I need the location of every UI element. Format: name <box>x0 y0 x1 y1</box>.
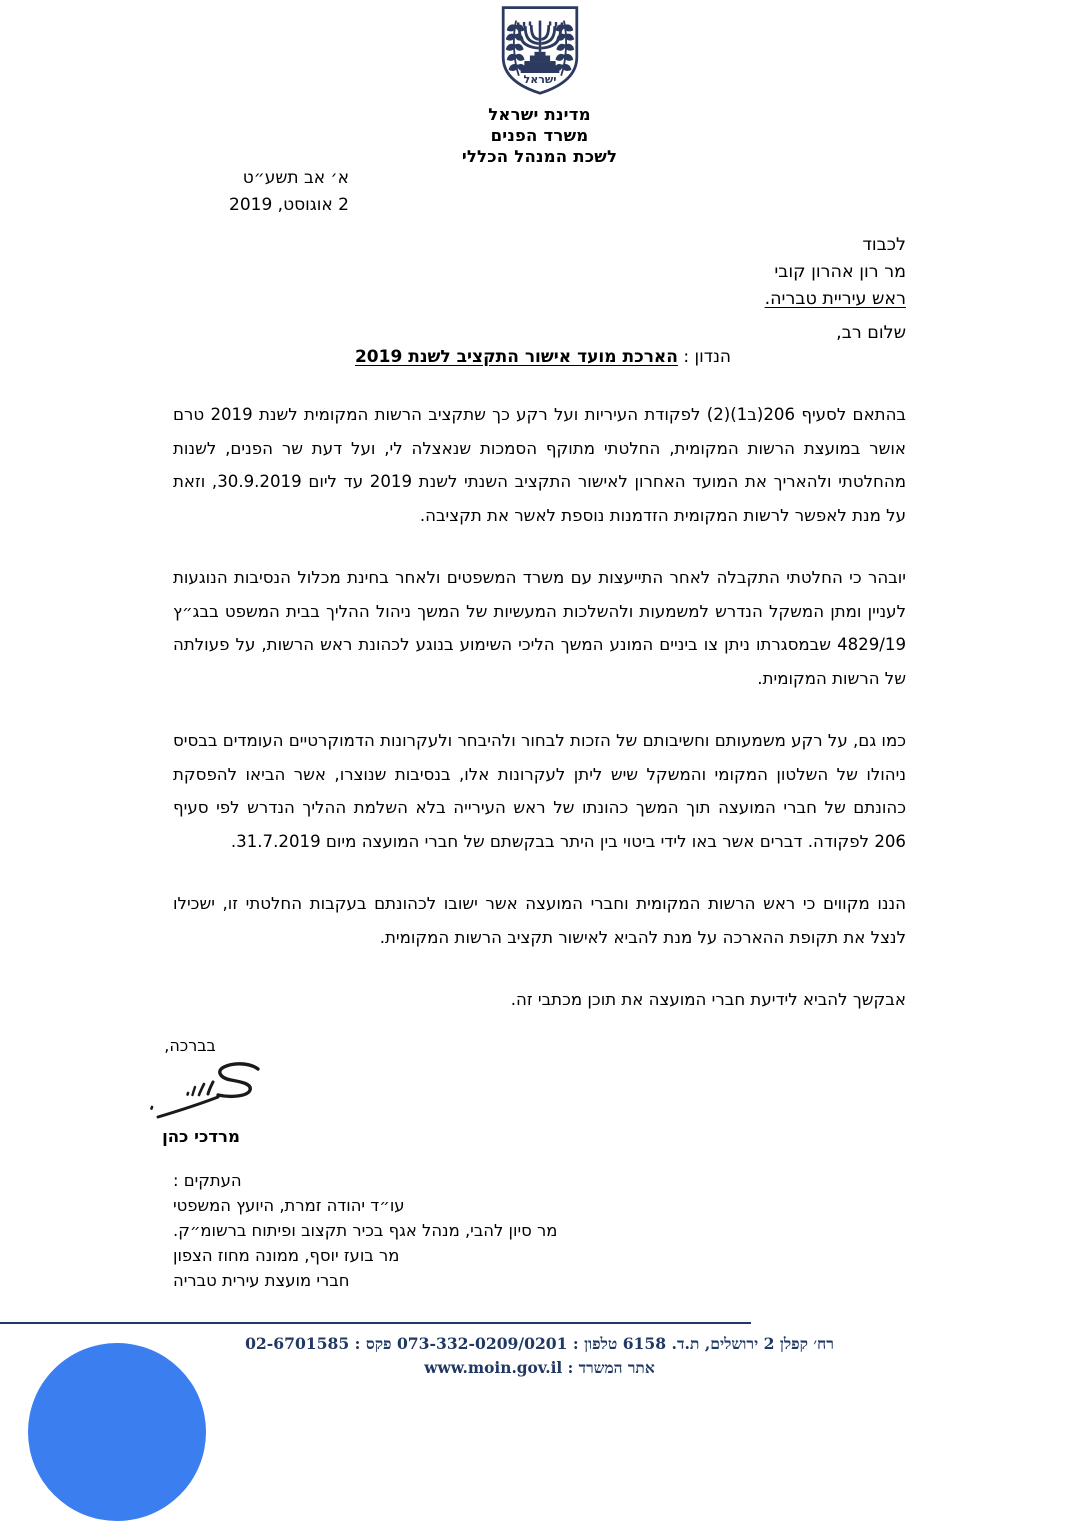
date-gregorian: 2 אוגוסט, 2019 <box>229 195 349 215</box>
addressee-name: מר רון אהרון קובי <box>774 262 906 282</box>
emblem-motto: ישראל <box>523 73 556 87</box>
signature-image-wrap <box>0 1053 420 1127</box>
body-paragraph: יובהר כי החלטתי התקבלה לאחר התייעצות עם משרד המשפטים ולאחר בחינת מכלול הנסיבות הנוגעות לעניין ומתן המשקל הנדרש למשמעות ולהשלכות המעשיות של המשך ניהול ההליך בבית המשפט בבג״ץ 4829/19 שבמסגרתו ניתן צו ביניים המונע המשך הליכי השימוע בנוגע לכהונת ראש הרשות, על פעולתה של הרשות המקומית. <box>173 568 906 688</box>
cc-recipient: חברי מועצת עירית טבריה <box>173 1271 350 1290</box>
handwritten-signature-icon <box>100 1053 320 1123</box>
state-emblem-container <box>0 4 1079 96</box>
letterhead-line-office: לשכת המנהל הכללי <box>461 147 618 166</box>
cc-list-item <box>173 1268 906 1293</box>
salutation: שלום רב, <box>836 323 906 343</box>
letterhead-line-ministry: משרד הפנים <box>490 126 589 145</box>
signature-greeting: בברכה, <box>164 1036 216 1055</box>
letterhead-line-state: מדינת ישראל <box>488 105 591 124</box>
subject-line <box>355 347 731 367</box>
letter-body <box>173 398 906 1017</box>
footer-site-label: אתר המשרד : <box>567 1359 655 1377</box>
state-emblem-of-israel-icon <box>494 4 586 96</box>
cc-label: העתקים : <box>173 1171 242 1190</box>
blue-circle-overlay <box>28 1343 206 1521</box>
body-paragraph: אבקשך להביא לידיעת חברי המועצה את תוכן מכתבי זה. <box>510 990 906 1009</box>
signature-name: מרדכי כהן <box>162 1127 240 1146</box>
footer-address: רח׳ קפלן 2 ירושלים, ת.ד. 6158 טלפון : 073-332-0209/0201 פקס : 02-6701585 <box>245 1334 834 1353</box>
footer-divider <box>0 1322 751 1324</box>
body-paragraph: בהתאם לסעיף 206(ב1)(2) לפקודת העיריות ועל רקע כך שתקציב הרשות המקומית לשנת 2019 טרם אושר במועצת הרשות המקומית, החלטתי מתוקף הסמכות שנאצלה לי, ועל דעת שר הפנים, לשנות מהחלטתי ולהאריך את המועד האחרון לאישור התקציב השנתי לשנת 2019 עד ליום 30.9.2019, וזאת על מנת לאפשר לרשות המקומית הזדמנות נוספת לאשר את תקציבה. <box>173 405 906 525</box>
signature-block <box>0 1036 420 1146</box>
cc-recipient: מר סיון להבי, מנהל אגף בכיר תקצוב ופיתוח ברשומ״ק. <box>173 1221 558 1240</box>
subject-value: הארכת מועד אישור התקציב לשנת 2019 <box>354 347 678 367</box>
cc-recipient: מר בועז יוסף, ממונה מחוז הצפון <box>173 1246 400 1265</box>
addressee-honorific: לכבוד <box>862 235 906 255</box>
cc-block <box>173 1168 906 1293</box>
subject-label: הנדון : <box>683 347 731 367</box>
cc-label-line <box>173 1168 906 1193</box>
body-paragraph: כמו גם, על רקע משמעותם וחשיבותם של הזכות לבחור ולהיבחר ולעקרונות הדמוקרטיים העומדים בבסיס ניהולו של השלטון המקומי והמשקל שיש ליתן לעקרונות אלו, בנסיבות שנוצרו, אשר הביאו להפסקת כהונתם של חברי המועצה תוך המשך כהונתו של ראש העירייה בלא השלמת ההליך הנדרש לפי סעיף 206 לפקודה. דברים אשר באו לידי ביטוי בין היתר בבקשתם של חברי המועצה מיום 31.7.2019. <box>173 731 906 851</box>
addressee-block <box>765 232 906 313</box>
letterhead <box>0 104 1079 167</box>
cc-recipient: עו״ד יהודה זמרת, היועץ המשפטי <box>173 1196 405 1215</box>
cc-list-item <box>173 1243 906 1268</box>
addressee-title: ראש עיריית טבריה. <box>764 289 906 309</box>
footer-site-url[interactable]: www.moin.gov.il <box>424 1359 563 1377</box>
date-hebrew: א׳ אב תשע״ט <box>242 168 349 188</box>
cc-list-item <box>173 1218 906 1243</box>
date-block <box>229 165 349 219</box>
body-paragraph: הננו מקווים כי ראש הרשות המקומית וחברי המועצה אשר ישובו לכהונתם בעקבות החלטתי זו, ישכילו לנצל את תקופת ההארכה על מנת להביא לאישור תקציב הרשות המקומית. <box>173 894 906 947</box>
cc-list-item <box>173 1193 906 1218</box>
